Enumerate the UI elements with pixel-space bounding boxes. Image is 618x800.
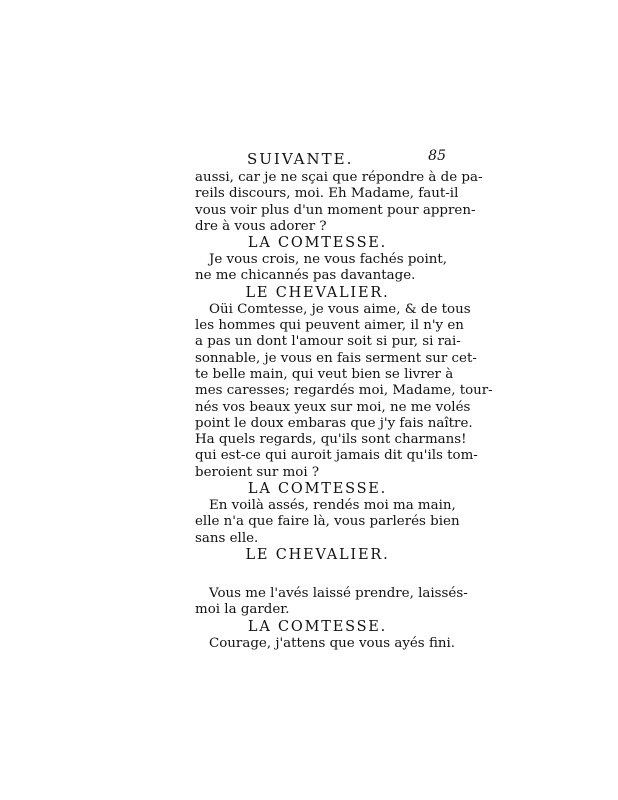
text-line: a pas un dont l'amour soit si pur, si rai- <box>195 334 461 350</box>
text-line: dre à vous adorer ? <box>195 218 327 234</box>
text-line: sans elle. <box>195 530 259 546</box>
page-header <box>195 148 446 170</box>
text-line: nés vos beaux yeux sur moi, ne me volés <box>195 399 471 415</box>
speaker-heading: LA COMTESSE. <box>247 618 388 635</box>
page-number: 85 <box>428 148 446 164</box>
text-line: ne me chicannés pas davantage. <box>195 268 416 284</box>
text-line: elle n'a que faire là, vous parlerés bien <box>195 514 460 530</box>
blank-space <box>195 564 440 586</box>
text-line: point le doux embaras que j'y fais naître. <box>195 415 473 431</box>
text-line: les hommes qui peuvent aimer, il n'y en <box>195 318 464 334</box>
speaker-heading: LA COMTESSE. <box>247 235 388 252</box>
text-line: reils discours, moi. Eh Madame, faut-il <box>195 186 459 202</box>
body-text <box>195 170 493 652</box>
text-line: Vous me l'avés laissé prendre, laissés- <box>209 585 468 601</box>
text-line: mes caresses; regardés moi, Madame, tour- <box>195 383 493 399</box>
speaker-heading: LE CHEVALIER. <box>245 546 390 563</box>
text-line: vous voir plus d'un moment pour appren- <box>195 202 476 218</box>
speaker-heading: LA COMTESSE. <box>247 481 388 498</box>
text-line: Je vous crois, ne vous fachés point, <box>209 252 448 268</box>
text-line: Courage, j'attens que vous ayés fini. <box>209 635 456 651</box>
text-block <box>195 148 493 652</box>
text-line: sonnable, je vous en fais serment sur cet- <box>195 350 477 366</box>
text-line: qui est-ce qui auroit jamais dit qu'ils tom- <box>195 448 478 464</box>
running-head: SUIVANTE. <box>247 150 354 168</box>
text-line: En voilà assés, rendés moi ma main, <box>209 498 456 514</box>
text-line: Oüi Comtesse, je vous aime, & de tous <box>209 301 471 317</box>
text-line: aussi, car je ne sçai que répondre à de pa- <box>195 170 483 185</box>
text-line: Ha quels regards, qu'ils sont charmans! <box>195 432 467 448</box>
speaker-heading: LE CHEVALIER. <box>245 284 390 301</box>
text-line: te belle main, qui veut bien se livrer à <box>195 366 454 382</box>
text-line: beroient sur moi ? <box>195 464 320 480</box>
text-line: moi la garder. <box>195 602 290 618</box>
